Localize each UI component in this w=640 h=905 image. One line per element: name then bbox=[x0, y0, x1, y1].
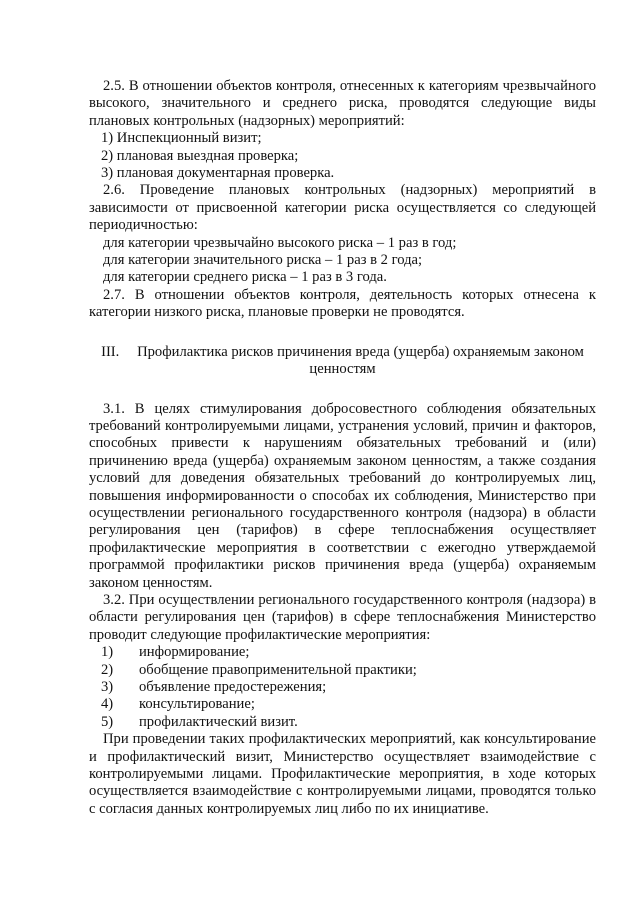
section-heading bbox=[89, 344, 596, 379]
paragraph-3-2: 3.2. При осуществлении регионального государственного контроля (надзора) в области регулирования цен (тарифов) в сфере теплоснабжения Министерство проводит следующие профилактические мероприятия: bbox=[89, 591, 596, 643]
list-item: 3) плановая документарная проверка. bbox=[101, 165, 335, 182]
paragraph-3-1: 3.1. В целях стимулирования добросовестного соблюдения обязательных требований контролируемыми лицами, устранения условий, причин и факторов, способных привести к нарушениям обязательных требований и (или) причинению вреда (ущерба) охраняемым законом ценностям, а также создания условий для доведения обязательных требований до контролируемых лиц, повышения информированности о способах их соблюдения, Министерство при осуществлении регионального государственного контроля (надзора) в области регулирования цен (тарифов) в сфере теплоснабжения осуществляет профилактические мероприятия в соответствии с ежегодно утверждаемой программой профилактики рисков причинения вреда (ущерба) охраняемым законом ценностям. bbox=[89, 400, 596, 591]
list-item: 2) плановая выездная проверка; bbox=[101, 147, 299, 164]
section-title: Профилактика рисков причинения вреда (ущерба) охраняемым законом ценностям bbox=[137, 343, 584, 378]
list-item bbox=[101, 714, 596, 731]
list-text: объявление предостережения; bbox=[139, 679, 327, 695]
list-number: 5) bbox=[101, 713, 114, 730]
list-item: для категории значительного риска – 1 раз в 2 года; bbox=[103, 252, 423, 269]
list-text: информирование; bbox=[139, 644, 250, 661]
list-text: профилактический визит. bbox=[139, 713, 298, 730]
list-item: для категории чрезвычайно высокого риска – 1 раз в год; bbox=[103, 234, 457, 251]
list-item bbox=[101, 662, 596, 679]
list-number: 2) bbox=[101, 661, 114, 678]
list-number: 1) bbox=[101, 644, 114, 661]
paragraph-2-5: 2.5. В отношении объектов контроля, отнесенных к категориям чрезвычайного высокого, значительного и среднего риска, проводятся следующие виды плановых контрольных (надзорных) мероприятий: bbox=[89, 78, 596, 129]
paragraph-2-6: 2.6. Проведение плановых контрольных (надзорных) мероприятий в зависимости от присвоенной категории риска осуществляется со следующей периодичностью: bbox=[89, 182, 596, 234]
list-item bbox=[101, 679, 596, 696]
list-number: 3) bbox=[101, 679, 114, 695]
list-item: для категории среднего риска – 1 раз в 3 года. bbox=[103, 269, 387, 286]
section-number: III. bbox=[101, 343, 120, 360]
list-item bbox=[101, 696, 596, 713]
paragraph-closing: При проведении таких профилактических мероприятий, как консультирование и профилактический визит, Министерство осуществляет взаимодействие с контролируемыми лицами. Профилактические мероприятия, в ходе которых осуществляется взаимодействие с контролируемыми лицами, проводятся только с согласия данных контролируемых лиц либо по их инициативе. bbox=[89, 731, 596, 817]
list-number: 4) bbox=[101, 696, 114, 713]
paragraph-2-7: 2.7. В отношении объектов контроля, деятельность которых отнесена к категории низкого риска, плановые проверки не проводятся. bbox=[89, 286, 596, 321]
list-item: 1) Инспекционный визит; bbox=[101, 130, 262, 147]
list-item bbox=[101, 644, 596, 661]
list-text: консультирование; bbox=[139, 696, 255, 713]
list-text: обобщение правоприменительной практики; bbox=[139, 661, 417, 678]
